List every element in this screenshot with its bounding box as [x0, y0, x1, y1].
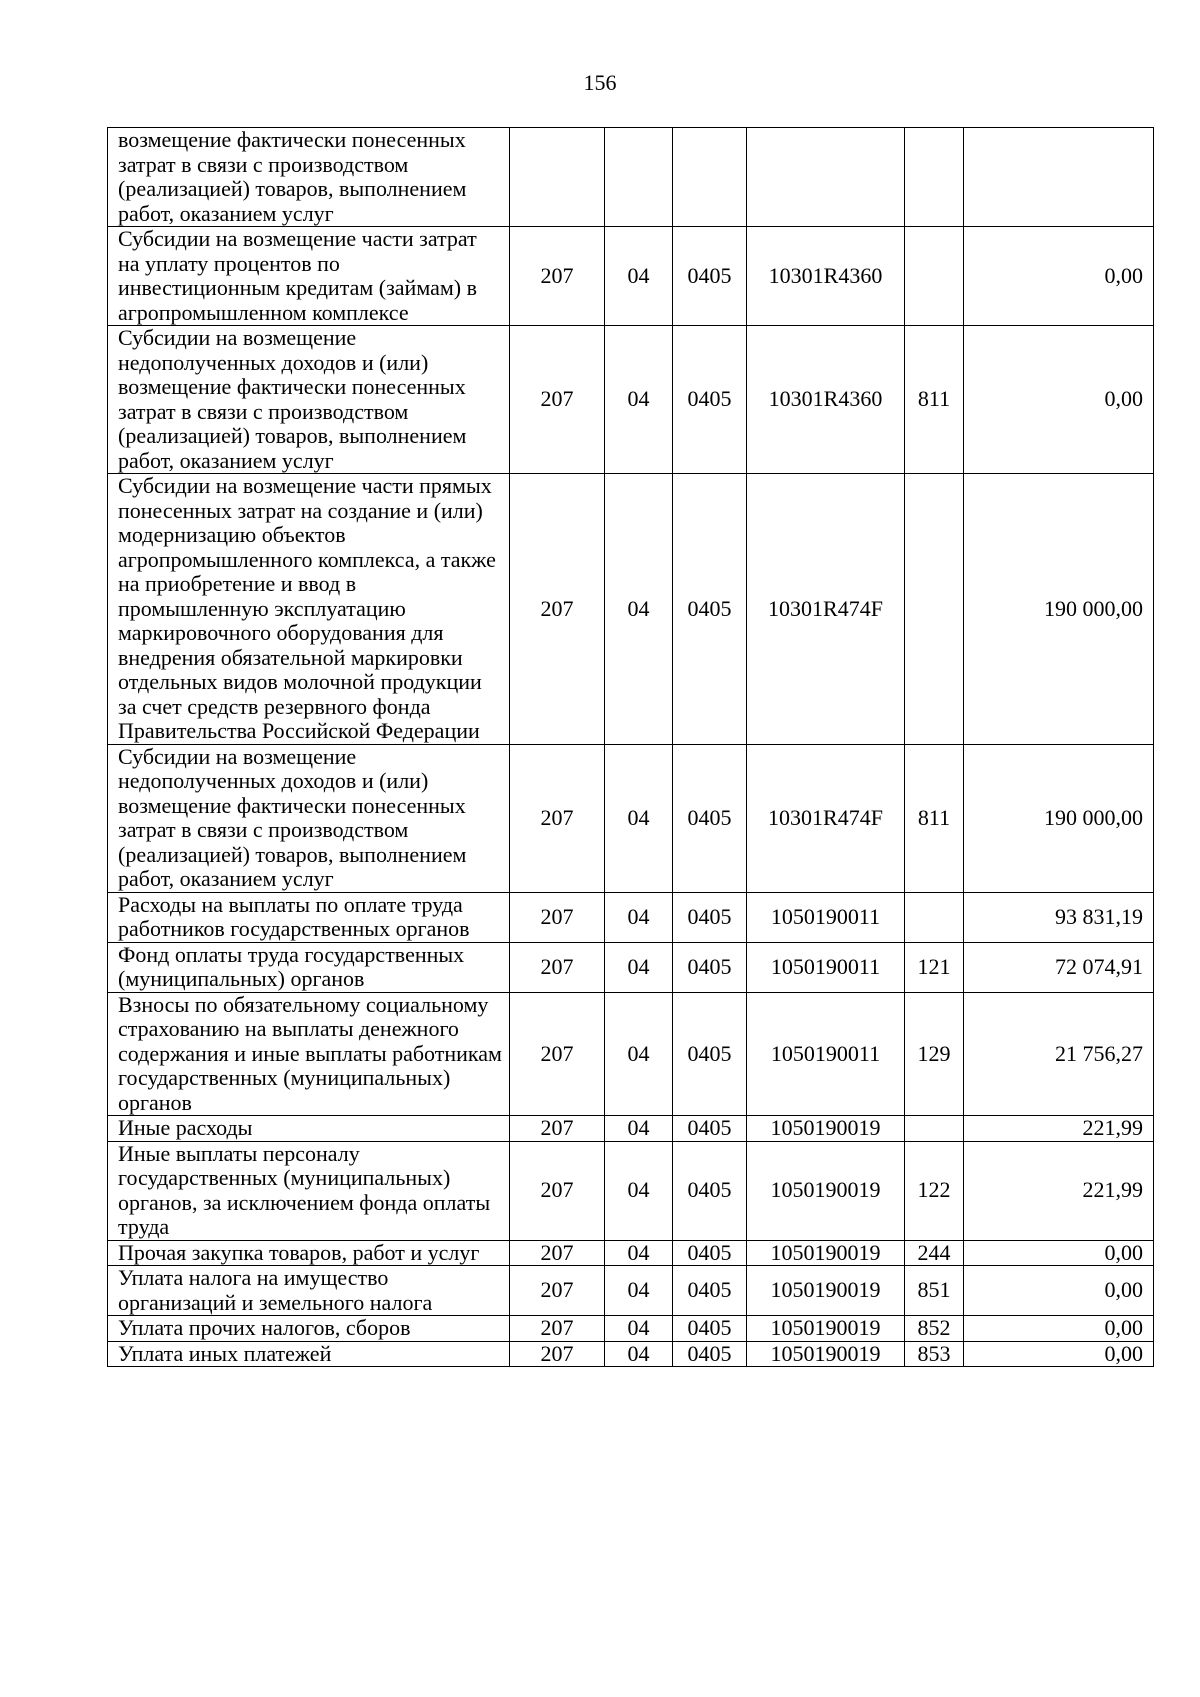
row-description: возмещение фактически понесенных затрат в связи с производством (реализацией) товаров, выполнением работ, оказанием услуг: [108, 128, 510, 227]
row-target-article: 1050190019: [747, 1116, 905, 1142]
row-target-article: 1050190011: [747, 892, 905, 942]
row-target-article: 1050190011: [747, 942, 905, 992]
row-expense-type: 811: [905, 326, 964, 474]
row-subsection-code: 0405: [673, 1116, 747, 1142]
row-amount: 0,00: [964, 326, 1154, 474]
row-amount: 0,00: [964, 1316, 1154, 1342]
row-section-code: 04: [605, 1116, 673, 1142]
row-subsection-code: 0405: [673, 942, 747, 992]
row-description: Взносы по обязательному социальному страхованию на выплаты денежного содержания и иные выплаты работникам государственных (муниципальных) органов: [108, 992, 510, 1116]
row-subsection-code: 0405: [673, 326, 747, 474]
table-row: [108, 892, 1154, 942]
table-row: [108, 1266, 1154, 1316]
table-row: [108, 1341, 1154, 1367]
row-section-code: 04: [605, 744, 673, 892]
row-subsection-code: 0405: [673, 1316, 747, 1342]
row-ved-code: 207: [510, 942, 605, 992]
row-expense-type: 129: [905, 992, 964, 1116]
row-amount: 72 074,91: [964, 942, 1154, 992]
row-subsection-code: [673, 128, 747, 227]
row-ved-code: 207: [510, 1141, 605, 1240]
table-row: [108, 1316, 1154, 1342]
row-subsection-code: 0405: [673, 1341, 747, 1367]
page-number: 156: [583, 70, 617, 95]
row-section-code: 04: [605, 1341, 673, 1367]
row-ved-code: 207: [510, 1316, 605, 1342]
row-section-code: 04: [605, 326, 673, 474]
row-section-code: 04: [605, 1266, 673, 1316]
table-row: [108, 128, 1154, 227]
table-row: [108, 744, 1154, 892]
row-ved-code: 207: [510, 992, 605, 1116]
row-target-article: 1050190019: [747, 1341, 905, 1367]
row-expense-type: 121: [905, 942, 964, 992]
row-ved-code: 207: [510, 744, 605, 892]
row-ved-code: 207: [510, 227, 605, 326]
row-amount: 93 831,19: [964, 892, 1154, 942]
table-row: [108, 942, 1154, 992]
row-expense-type: 853: [905, 1341, 964, 1367]
row-description: Уплата налога на имущество организаций и земельного налога: [108, 1266, 510, 1316]
row-amount: 0,00: [964, 1240, 1154, 1266]
table-row: [108, 326, 1154, 474]
row-expense-type: 122: [905, 1141, 964, 1240]
row-subsection-code: 0405: [673, 992, 747, 1116]
row-expense-type: [905, 474, 964, 745]
row-amount: 190 000,00: [964, 744, 1154, 892]
row-target-article: [747, 128, 905, 227]
row-section-code: 04: [605, 992, 673, 1116]
row-description: Фонд оплаты труда государственных (муниципальных) органов: [108, 942, 510, 992]
row-amount: 0,00: [964, 1341, 1154, 1367]
row-target-article: 1050190019: [747, 1266, 905, 1316]
table-row: [108, 992, 1154, 1116]
row-target-article: 10301R474F: [747, 744, 905, 892]
row-target-article: 1050190019: [747, 1316, 905, 1342]
row-description: Субсидии на возмещение части прямых понесенных затрат на создание и (или) модернизацию объектов агропромышленного комплекса, а также на приобретение и ввод в промышленную эксплуатацию маркировочного оборудования для внедрения обязательной маркировки отдельных видов молочной продукции за счет средств резервного фонда Правительства Российской Федерации: [108, 474, 510, 745]
row-section-code: 04: [605, 227, 673, 326]
row-subsection-code: 0405: [673, 1266, 747, 1316]
row-description: Субсидии на возмещение недополученных доходов и (или) возмещение фактически понесенных затрат в связи с производством (реализацией) товаров, выполнением работ, оказанием услуг: [108, 326, 510, 474]
row-ved-code: 207: [510, 326, 605, 474]
row-expense-type: [905, 892, 964, 942]
row-target-article: 10301R4360: [747, 227, 905, 326]
row-description: Иные расходы: [108, 1116, 510, 1142]
row-expense-type: 851: [905, 1266, 964, 1316]
row-expense-type: [905, 1116, 964, 1142]
row-expense-type: [905, 128, 964, 227]
row-subsection-code: 0405: [673, 892, 747, 942]
row-subsection-code: 0405: [673, 474, 747, 745]
row-section-code: 04: [605, 942, 673, 992]
row-amount: 190 000,00: [964, 474, 1154, 745]
table-row: [108, 1141, 1154, 1240]
row-section-code: [605, 128, 673, 227]
row-description: Иные выплаты персоналу государственных (муниципальных) органов, за исключением фонда оплаты труда: [108, 1141, 510, 1240]
row-amount: [964, 128, 1154, 227]
row-target-article: 1050190019: [747, 1240, 905, 1266]
row-expense-type: 852: [905, 1316, 964, 1342]
row-target-article: 10301R474F: [747, 474, 905, 745]
row-ved-code: 207: [510, 474, 605, 745]
table-row: [108, 474, 1154, 745]
row-target-article: 10301R4360: [747, 326, 905, 474]
row-subsection-code: 0405: [673, 227, 747, 326]
row-section-code: 04: [605, 474, 673, 745]
row-section-code: 04: [605, 1316, 673, 1342]
row-target-article: 1050190019: [747, 1141, 905, 1240]
budget-table: [107, 127, 1154, 1367]
row-section-code: 04: [605, 1240, 673, 1266]
row-amount: 221,99: [964, 1116, 1154, 1142]
row-section-code: 04: [605, 1141, 673, 1240]
row-description: Прочая закупка товаров, работ и услуг: [108, 1240, 510, 1266]
row-amount: 0,00: [964, 227, 1154, 326]
table-row: [108, 227, 1154, 326]
row-ved-code: 207: [510, 1116, 605, 1142]
row-ved-code: 207: [510, 892, 605, 942]
row-subsection-code: 0405: [673, 1141, 747, 1240]
row-amount: 0,00: [964, 1266, 1154, 1316]
row-expense-type: 811: [905, 744, 964, 892]
row-description: Уплата иных платежей: [108, 1341, 510, 1367]
row-target-article: 1050190011: [747, 992, 905, 1116]
row-subsection-code: 0405: [673, 1240, 747, 1266]
row-description: Субсидии на возмещение недополученных доходов и (или) возмещение фактически понесенных затрат в связи с производством (реализацией) товаров, выполнением работ, оказанием услуг: [108, 744, 510, 892]
row-ved-code: 207: [510, 1240, 605, 1266]
row-section-code: 04: [605, 892, 673, 942]
row-ved-code: [510, 128, 605, 227]
row-expense-type: 244: [905, 1240, 964, 1266]
row-description: Субсидии на возмещение части затрат на уплату процентов по инвестиционным кредитам (займам) в агропромышленном комплексе: [108, 227, 510, 326]
row-ved-code: 207: [510, 1266, 605, 1316]
row-amount: 21 756,27: [964, 992, 1154, 1116]
row-ved-code: 207: [510, 1341, 605, 1367]
row-expense-type: [905, 227, 964, 326]
table-row: [108, 1240, 1154, 1266]
row-subsection-code: 0405: [673, 744, 747, 892]
row-description: Расходы на выплаты по оплате труда работников государственных органов: [108, 892, 510, 942]
row-description: Уплата прочих налогов, сборов: [108, 1316, 510, 1342]
row-amount: 221,99: [964, 1141, 1154, 1240]
table-row: [108, 1116, 1154, 1142]
